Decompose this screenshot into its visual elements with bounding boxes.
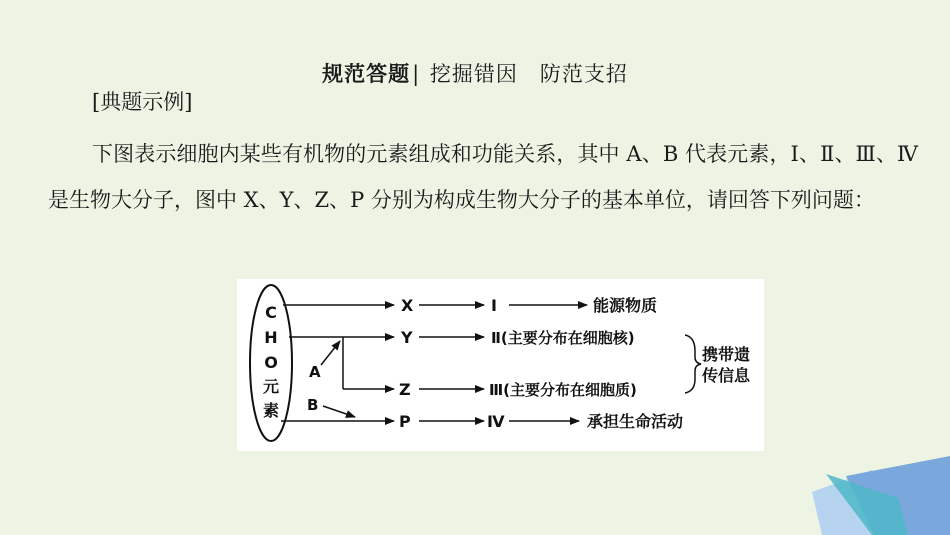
ellipse-char-h: H	[264, 328, 278, 347]
monomer-y: Y	[401, 328, 413, 347]
polymer-iv: Ⅳ	[487, 412, 505, 431]
monomer-z: Z	[399, 380, 411, 399]
function-life: 承担生命活动	[587, 412, 684, 431]
question-paragraph: 下图表示细胞内某些有机物的元素组成和功能关系，其中 A、B 代表元素，Ⅰ、Ⅱ、Ⅲ、Ⅳ是生物大分子，图中 X、Y、Z、P 分别为构成生物大分子的基本单位，请回答下列问题：	[48, 142, 918, 212]
label-a: A	[309, 363, 321, 381]
section-label: [典题示例]	[92, 90, 193, 114]
label-b: B	[307, 396, 319, 414]
title-part-3: 防范支招	[539, 62, 628, 86]
monomer-x: X	[401, 296, 414, 315]
polymer-iii: Ⅲ(主要分布在细胞质)	[489, 381, 637, 399]
function-genetic-line1: 携带遗	[702, 345, 751, 364]
monomer-p: P	[399, 412, 411, 431]
title-separator: |	[412, 62, 421, 86]
ellipse-char-yuan: 元	[262, 377, 280, 396]
ellipse-char-c: C	[265, 303, 277, 322]
function-genetic-line2: 传信息	[702, 366, 751, 385]
title-part-2: 挖掘错因	[429, 62, 518, 86]
function-energy: 能源物质	[593, 296, 658, 315]
ellipse-char-su: 素	[262, 401, 280, 420]
polymer-i: Ⅰ	[491, 296, 497, 315]
ellipse-char-o: O	[264, 353, 278, 372]
polymer-ii: Ⅱ(主要分布在细胞核)	[491, 329, 635, 347]
title-main: 规范答题	[322, 61, 411, 86]
